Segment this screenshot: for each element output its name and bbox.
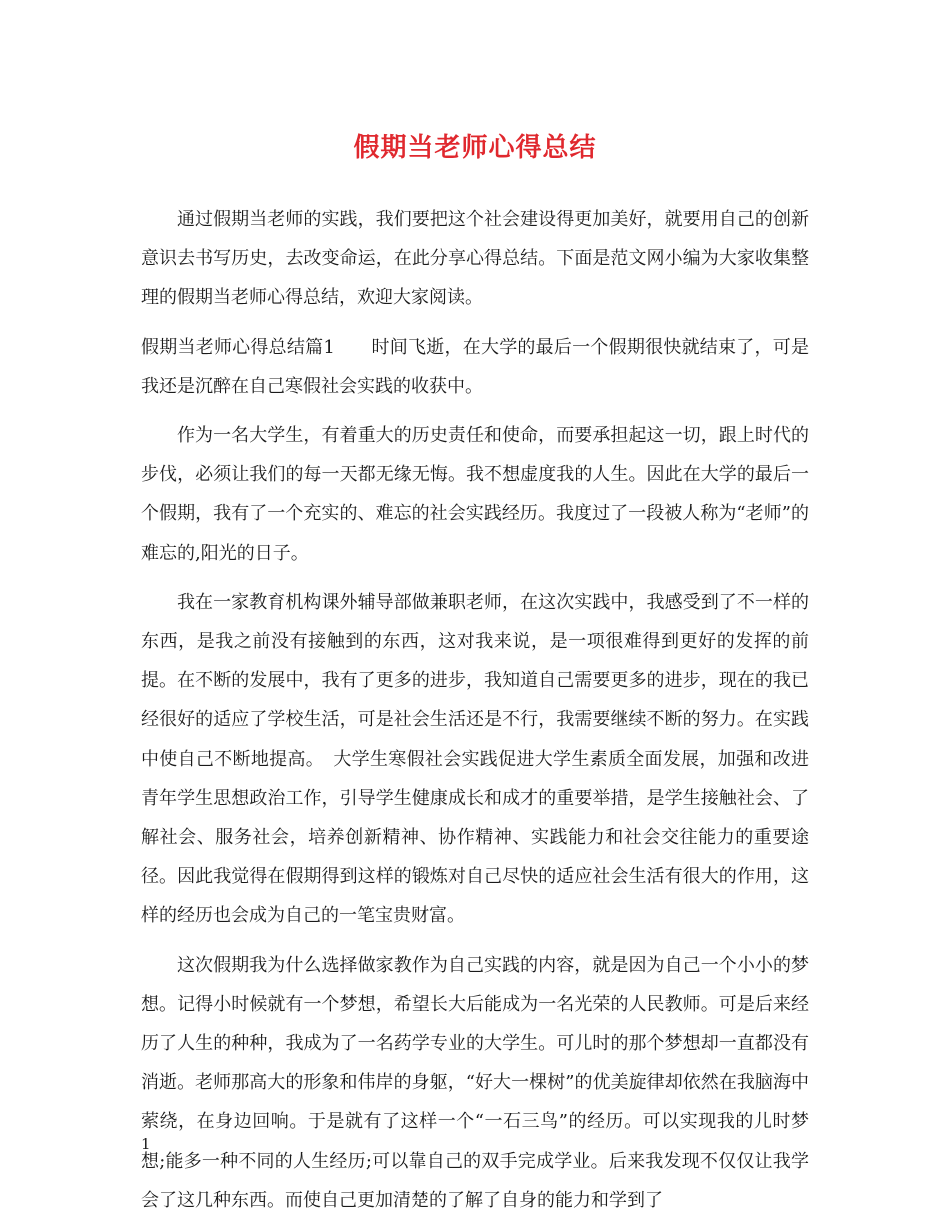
paragraph-intro: 通过假期当老师的实践，我们要把这个社会建设得更加美好，就要用自己的创新意识去书写历史，去改变命运，在此分享心得总结。下面是范文网小编为大家收集整理的假期当老师心得总结，欢迎大家阅读。 xyxy=(141,209,809,309)
paragraph: 我在一家教育机构课外辅导部做兼职老师，在这次实践中，我感受到了不一样的东西，是我之前没有接触到的东西，这对我来说，是一项很难得到更好的发挥的前提。在不断的发展中，我有了更多的进步，我知道自己需要更多的进步，现在的我已经很好的适应了学校生活，可是社会生活还是不行，我需要继续不断的努力。在实践中使自己不断地提高。 大学生寒假社会实践促进大学生素质全面发展，加强和改进青年学生思想政治工作，引导学生健康成长和成才的重要举措，是学生接触社会、了解社会、服务社会，培养创新精神、协作精神、实践能力和社会交往能力的重要途径。因此我觉得在假期得到这样的锻炼对自己尽快的适应社会生活有很大的作用，这样的经历也会成为自己的一笔宝贵财富。 xyxy=(141,591,809,927)
document-title: 假期当老师心得总结 xyxy=(353,133,597,163)
paragraph-section-heading: 假期当老师心得总结篇1 时间飞逝，在大学的最后一个假期很快就结束了，可是我还是沉醉在自己寒假社会实践的收获中。 xyxy=(141,336,809,397)
page-number: 1 xyxy=(141,1135,151,1153)
paragraph: 这次假期我为什么选择做家教作为自己实践的内容，就是因为自己一个小小的梦想。记得小时候就有一个梦想，希望长大后能成为一名光荣的人民教师。可是后来经历了人生的种种，我成为了一名药学专业的大学生。可儿时的那个梦想却一直都没有消逝。老师那高大的形象和伟岸的身躯，“好大一棵树”的优美旋律却依然在我脑海中萦绕，在身边回响。于是就有了这样一个“一石三鸟”的经历。可以实现我的儿时梦想;能多一种不同的人生经历;可以靠自己的双手完成学业。后来我发现不仅仅让我学会了这几种东西。而使自己更加清楚的了解了自身的能力和学到了 xyxy=(141,954,809,1211)
paragraph: 作为一名大学生，有着重大的历史责任和使命，而要承担起这一切，跟上时代的步伐，必须让我们的每一天都无缘无悔。我不想虚度我的人生。因此在大学的最后一个假期，我有了一个充实的、难忘的社会实践经历。我度过了一段被人称为“老师”的难忘的,阳光的日子。 xyxy=(141,425,809,564)
document-body xyxy=(141,200,809,1220)
